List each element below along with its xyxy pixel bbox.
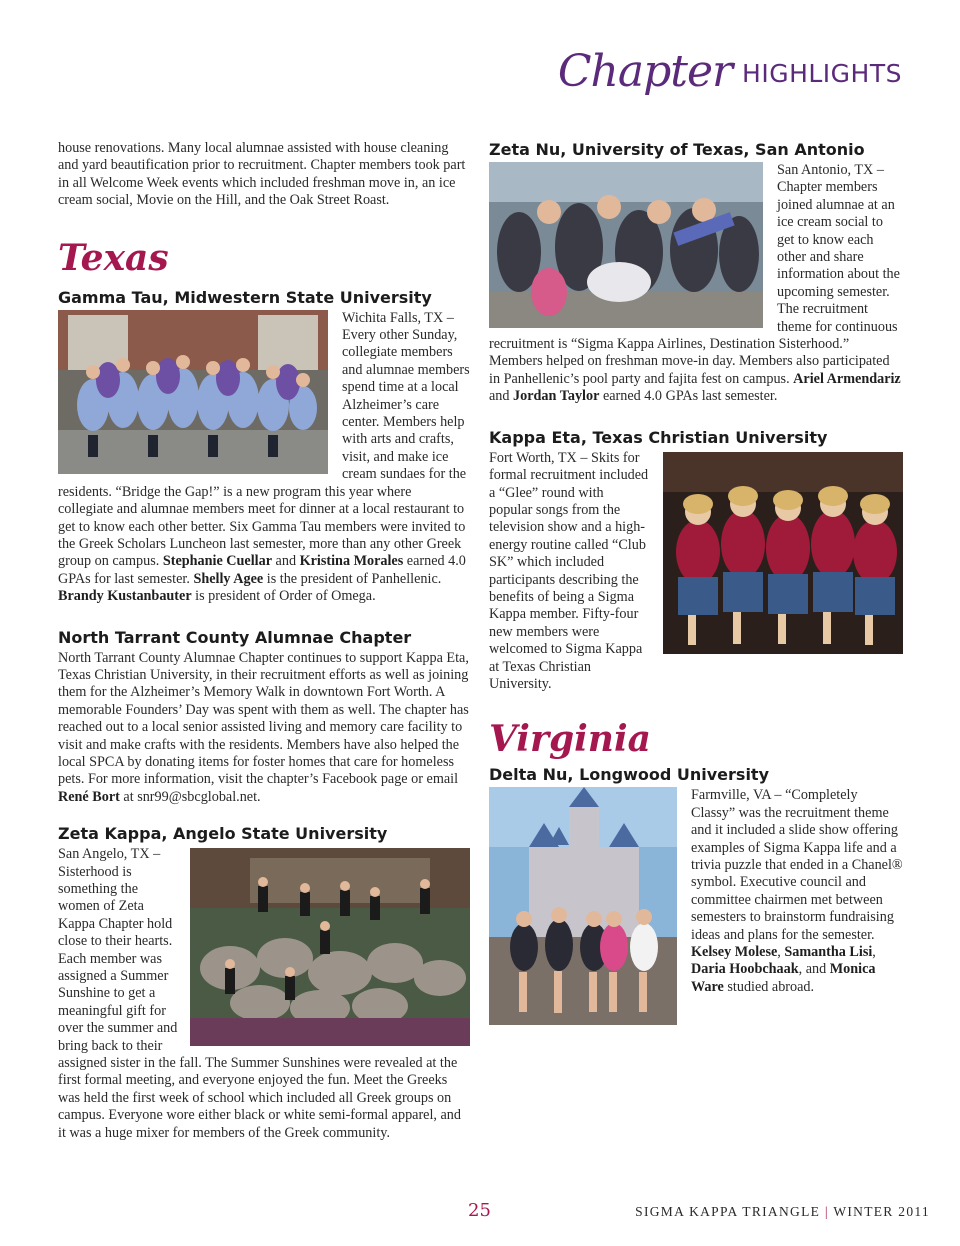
state-heading-virginia: Virginia [489, 718, 651, 761]
kappa-eta-text: Fort Worth, TX – Skits for formal recruitment included a “Glee” round with popular songs from the television show and a high-energy routine called “Club SK” which included participants describing the benefits of being a Sigma Kappa member. Fifty-four new members were welcomed to Sigma Kappa at Texas Christian University. [489, 449, 649, 692]
masthead-caps: HIGHLIGHTS [742, 59, 902, 88]
zeta-kappa-title: Zeta Kappa, Angelo State University [58, 824, 388, 844]
member-name: Stephanie Cuellar [162, 553, 272, 570]
kappa-eta-photo [663, 452, 903, 654]
right-column [489, 140, 903, 1031]
member-name: Samantha Lisi [784, 944, 873, 961]
member-name: Daria Hoobchaak [691, 961, 799, 978]
gamma-tau-section [58, 310, 470, 606]
zeta-nu-photo [489, 162, 763, 328]
masthead [557, 24, 902, 97]
state-heading-texas: Texas [58, 236, 169, 279]
gamma-tau-photo [58, 310, 328, 474]
gamma-tau-text: Wichita Falls, TX – Every other Sunday, collegiate members and alumnae members spend time at a local Alzheimer’s care center. Members help with arts and crafts, visit, and make ice cream sundaes for the residents. “Bridge the Gap!” is a new program this year where collegiate and alumnae members meet for dinner at a local restaurant to get to know each other better. Six Gamma Tau members were invited to the Greek Scholars Luncheon last semester, more than any other Greek group on campus. Stephanie Cuellar and Kristina Morales earned 4.0 GPAs for last semester. Shelly Agee is the president of Panhellenic. Brandy Kustanbauter is president of Order of Omega. [58, 309, 470, 605]
member-name: Kristina Morales [299, 553, 404, 570]
zeta-kappa-photo [190, 848, 470, 1046]
delta-nu-photo [489, 787, 677, 1025]
zeta-nu-text: San Antonio, TX – Chapter members joined alumnae at an ice cream social to get to know each other and share information about the upcoming semester. The recruitment theme for continuous recruitment is “Sigma Kappa Airlines, Destination Sisterhood.” Members helped on freshman move-in day. Members also participated in Panhellenic’s pool party and fajita fest on campus. Ariel Armendariz and Jordan Taylor earned 4.0 GPAs last semester. [489, 162, 901, 405]
member-name: Jordan Taylor [513, 388, 600, 405]
zeta-kappa-text: San Angelo, TX – Sisterhood is something the women of Zeta Kappa Chapter hold close to their hearts. Each member was assigned a Summer Sunshine to get a meaningful gift for over the summer and bring back to their assigned sister in the fall. The Summer Sunshines were revealed at the first formal meeting, and everyone enjoyed the fun. Meet the Greeks was held the first week of school which included all Greek groups on campus. Everyone wore either black or white semi-formal apparel, and it was a huge mixer for members of the Greek community. [58, 846, 461, 1141]
kappa-eta-section [489, 450, 903, 694]
page-number: 25 [468, 1200, 491, 1221]
kappa-eta-title: Kappa Eta, Texas Christian University [489, 427, 828, 447]
masthead-script: Chapter [557, 46, 733, 97]
intro-paragraph: house renovations. Many local alumnae assisted with house cleaning and yard beautification prior to recruitment. Chapter members took part in all Welcome Week events which included freshman move in, an ice cream social, Movie on the Hill, and the Oak Street Roast. [58, 140, 466, 209]
member-name: Brandy Kustanbauter [58, 588, 192, 605]
zeta-nu-title: Zeta Nu, University of Texas, San Antonio [489, 140, 865, 159]
member-name: René Bort [58, 788, 120, 805]
zeta-nu-section [489, 162, 903, 406]
zeta-kappa-section [58, 846, 470, 1142]
delta-nu-title: Delta Nu, Longwood University [489, 765, 770, 785]
gamma-tau-title: Gamma Tau, Midwestern State University [58, 287, 432, 307]
magazine-title: SIGMA KAPPA TRIANGLE [635, 1204, 821, 1219]
magazine-footer [635, 1204, 930, 1220]
member-name: Kelsey Molese [691, 944, 778, 961]
north-tarrant-text: North Tarrant County Alumnae Chapter continues to support Kappa Eta, Texas Christian University, in their recruitment efforts as well as joining them for the Alzheimer’s Memory Walk in downtown Fort Worth. A memorable Founders’ Day was spent with them as well. The chapter has reached out to a local senior assisted living and memory care facility to visit and make crafts with the residents. Members have also helped the local SPCA by donating items for foster homes that care for homeless pets. For more information, visit the chapter’s Facebook page or email René Bort at snr99@sbcglobal.net. [58, 649, 469, 805]
footer-divider: | [824, 1204, 829, 1219]
member-name: Shelly Agee [193, 570, 264, 587]
delta-nu-section [489, 787, 903, 996]
member-name: Ariel Armendariz [793, 370, 901, 387]
north-tarrant-title: North Tarrant County Alumnae Chapter [58, 627, 412, 647]
member-name: Monica Ware [691, 961, 876, 995]
delta-nu-text: Farmville, VA – “Completely Classy” was the recruitment theme and it included a slide show offering examples of Sigma Kappa life and a trivia puzzle that ended in a Chanel® symbol. Executive council and committee chairmen met between semesters to brainstorm fundraising ideas and plans for the semester. Kelsey Molese, Samantha Lisi, Daria Hoobchaak, and Monica Ware studied abroad. [691, 787, 903, 995]
issue-date: WINTER 2011 [833, 1204, 930, 1219]
left-column [58, 140, 470, 1142]
